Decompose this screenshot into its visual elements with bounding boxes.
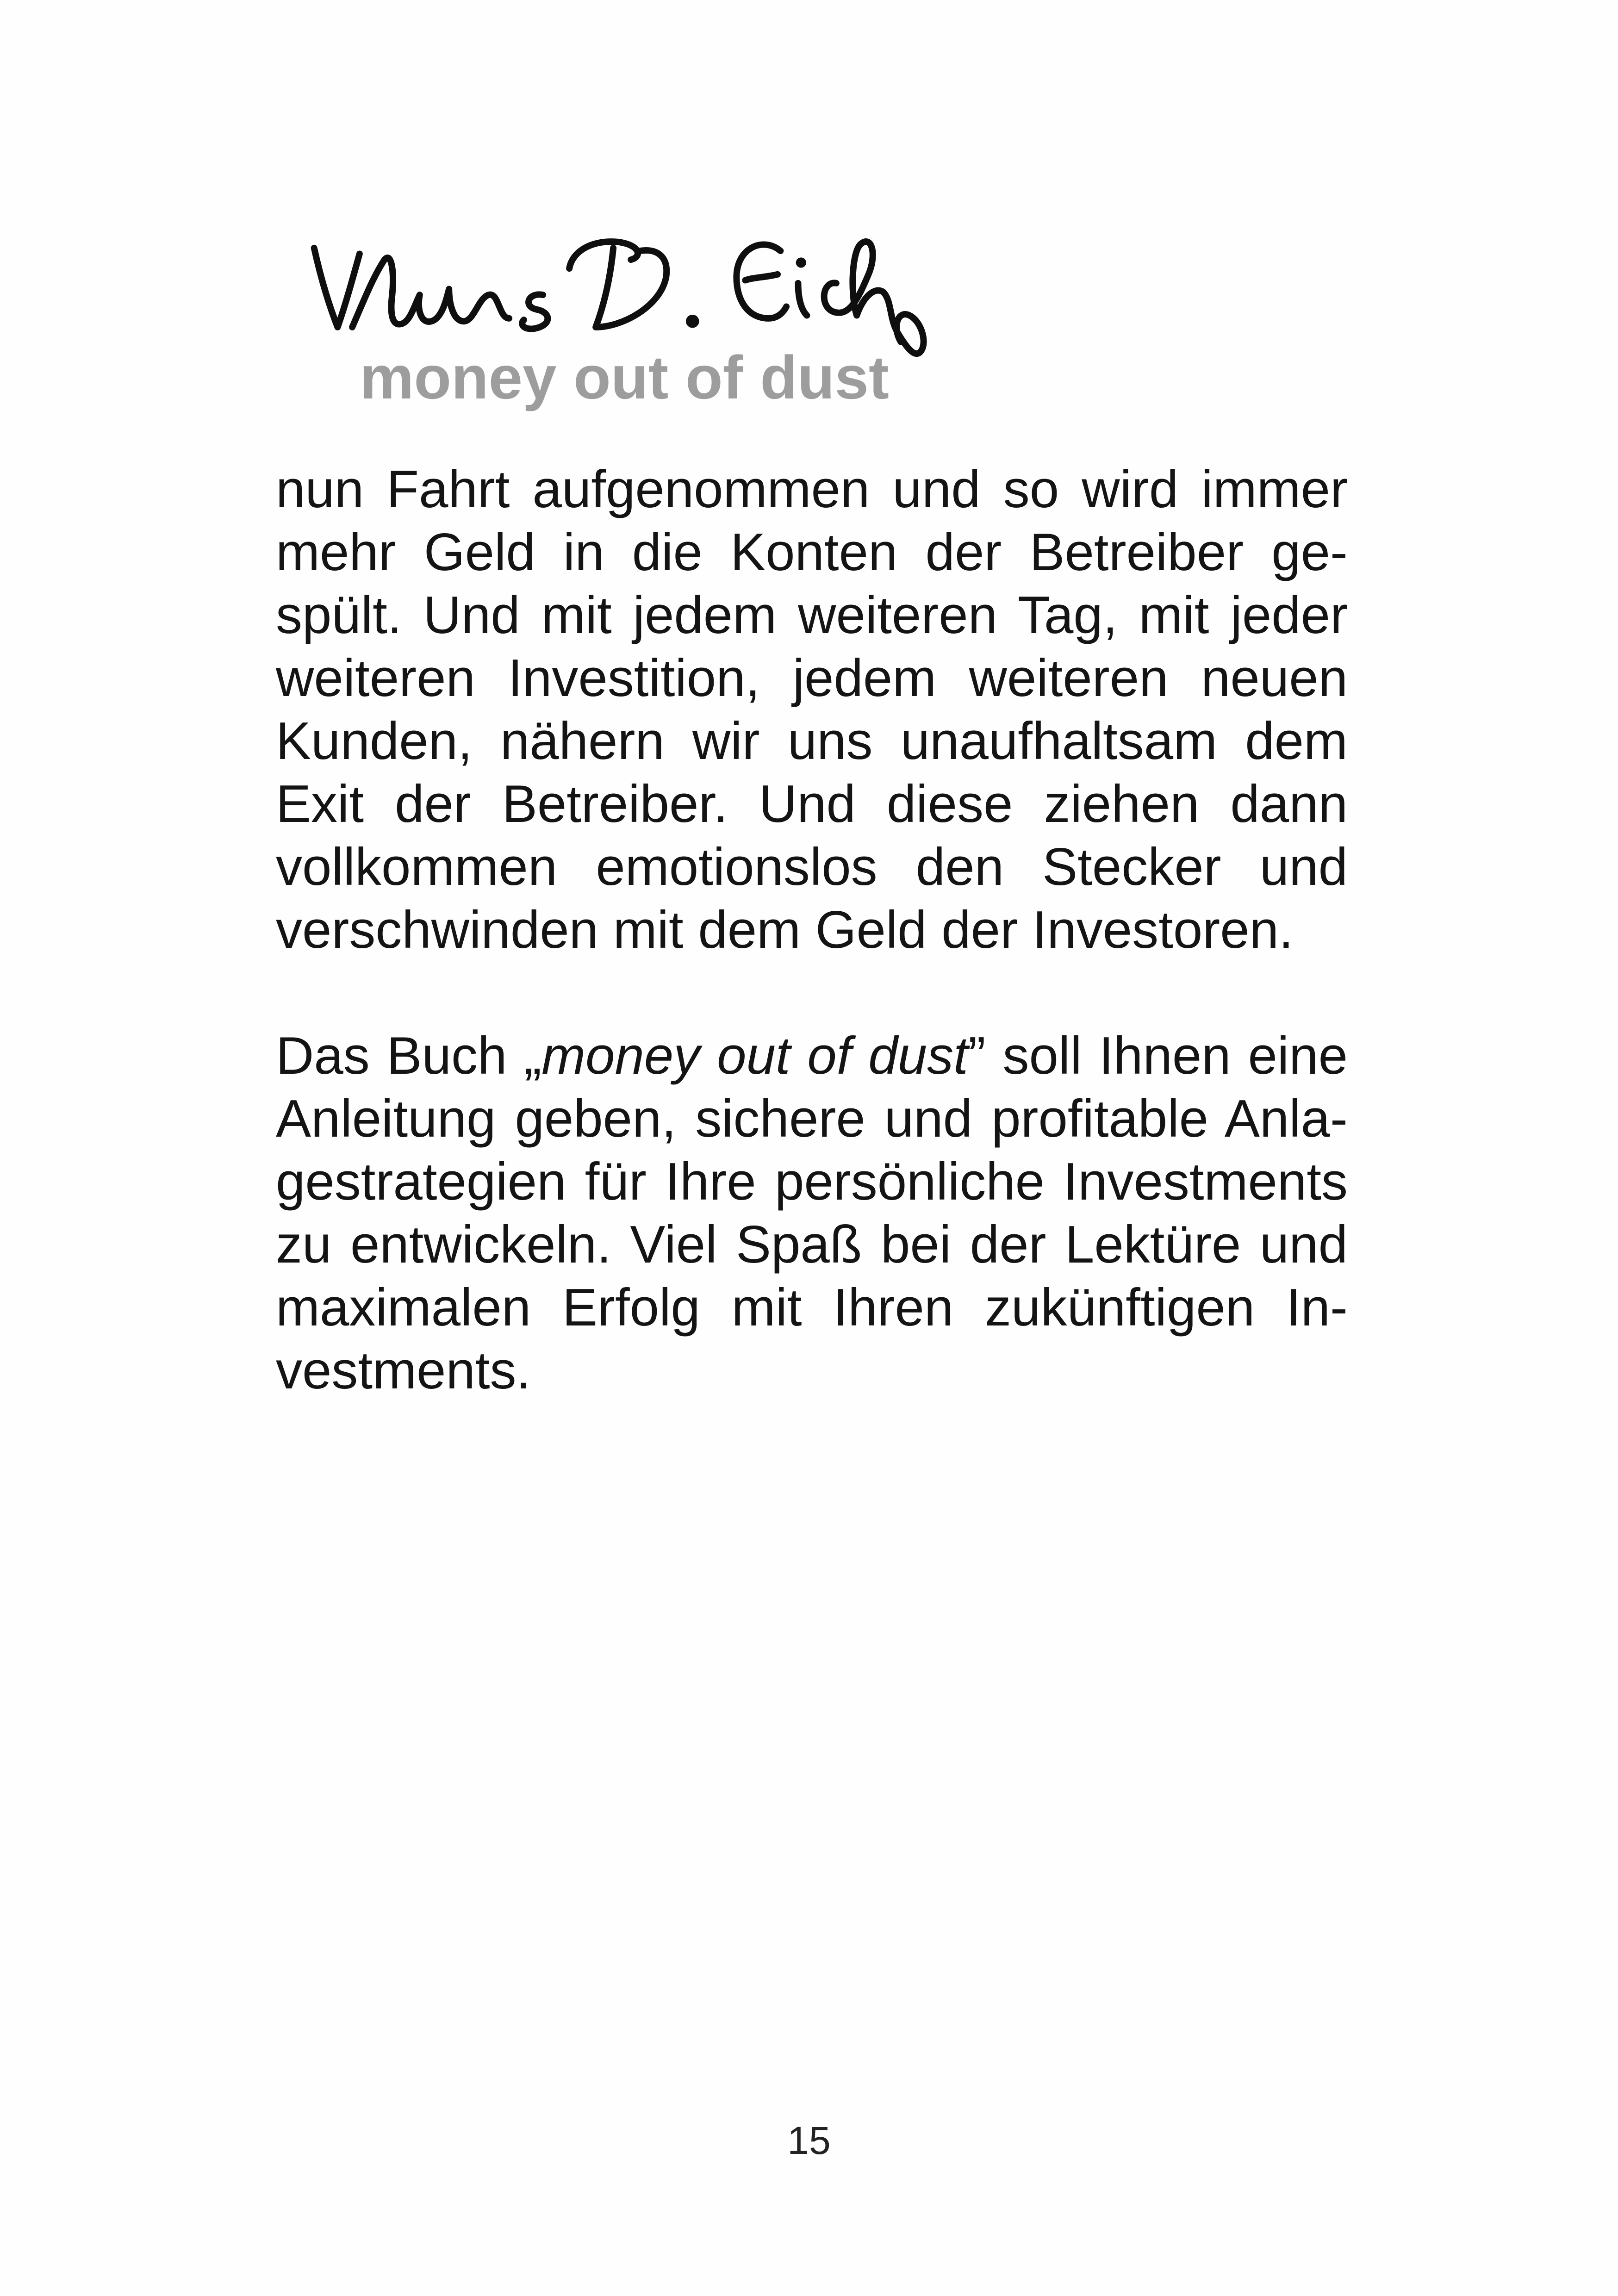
signature-stroke [745,274,778,280]
text-line: weiteren Investition, jedem weiteren neuen [276,649,1348,708]
text-line: gestrategien für Ihre persönliche Investments [276,1152,1348,1211]
text-line: maximalen Erfolg mit Ihren zukünftigen In- [276,1278,1348,1337]
text-line: vollkommen emotionslos den Stecker und [276,838,1348,896]
signature-dot [796,257,806,268]
text-line: spült. Und mit jedem weiteren Tag, mit jeder [276,586,1348,645]
signature-stroke [824,242,924,354]
text-line: vestments. [276,1341,531,1400]
text-line [276,1025,1348,1088]
text-line: Kunden, nähern wir uns unaufhaltsam dem [276,712,1348,771]
signature-dot [686,315,699,328]
paragraph [276,1025,1348,1402]
text-line: Anleitung geben, sichere und profitable Anla- [276,1089,1348,1148]
text-line: verschwinden mit dem Geld der Investoren. [276,901,1294,959]
page-number: 15 [787,2119,831,2162]
book-title: money out of dust [541,1027,968,1085]
paragraph [276,458,1348,962]
signature-stroke [569,242,638,268]
logo-tagline: money out of dust [360,343,889,411]
author-signature [308,216,933,362]
signature-stroke [314,248,360,327]
signature-stroke [352,258,509,327]
signature-stroke [522,294,548,329]
signature-stroke [798,283,807,316]
text-line: nun Fahrt aufgenommen und so wird immer [276,460,1348,519]
text-line: mehr Geld in die Konten der Betreiber ge- [276,523,1348,582]
text-fragment: ” soll Ihnen eine [968,1027,1348,1085]
body-text [276,458,1348,1402]
text-line: Exit der Betreiber. Und diese ziehen dann [276,775,1348,834]
text-fragment: Das Buch „ [276,1027,542,1085]
text-line: zu entwickeln. Viel Spaß bei der Lektüre und [276,1215,1348,1274]
